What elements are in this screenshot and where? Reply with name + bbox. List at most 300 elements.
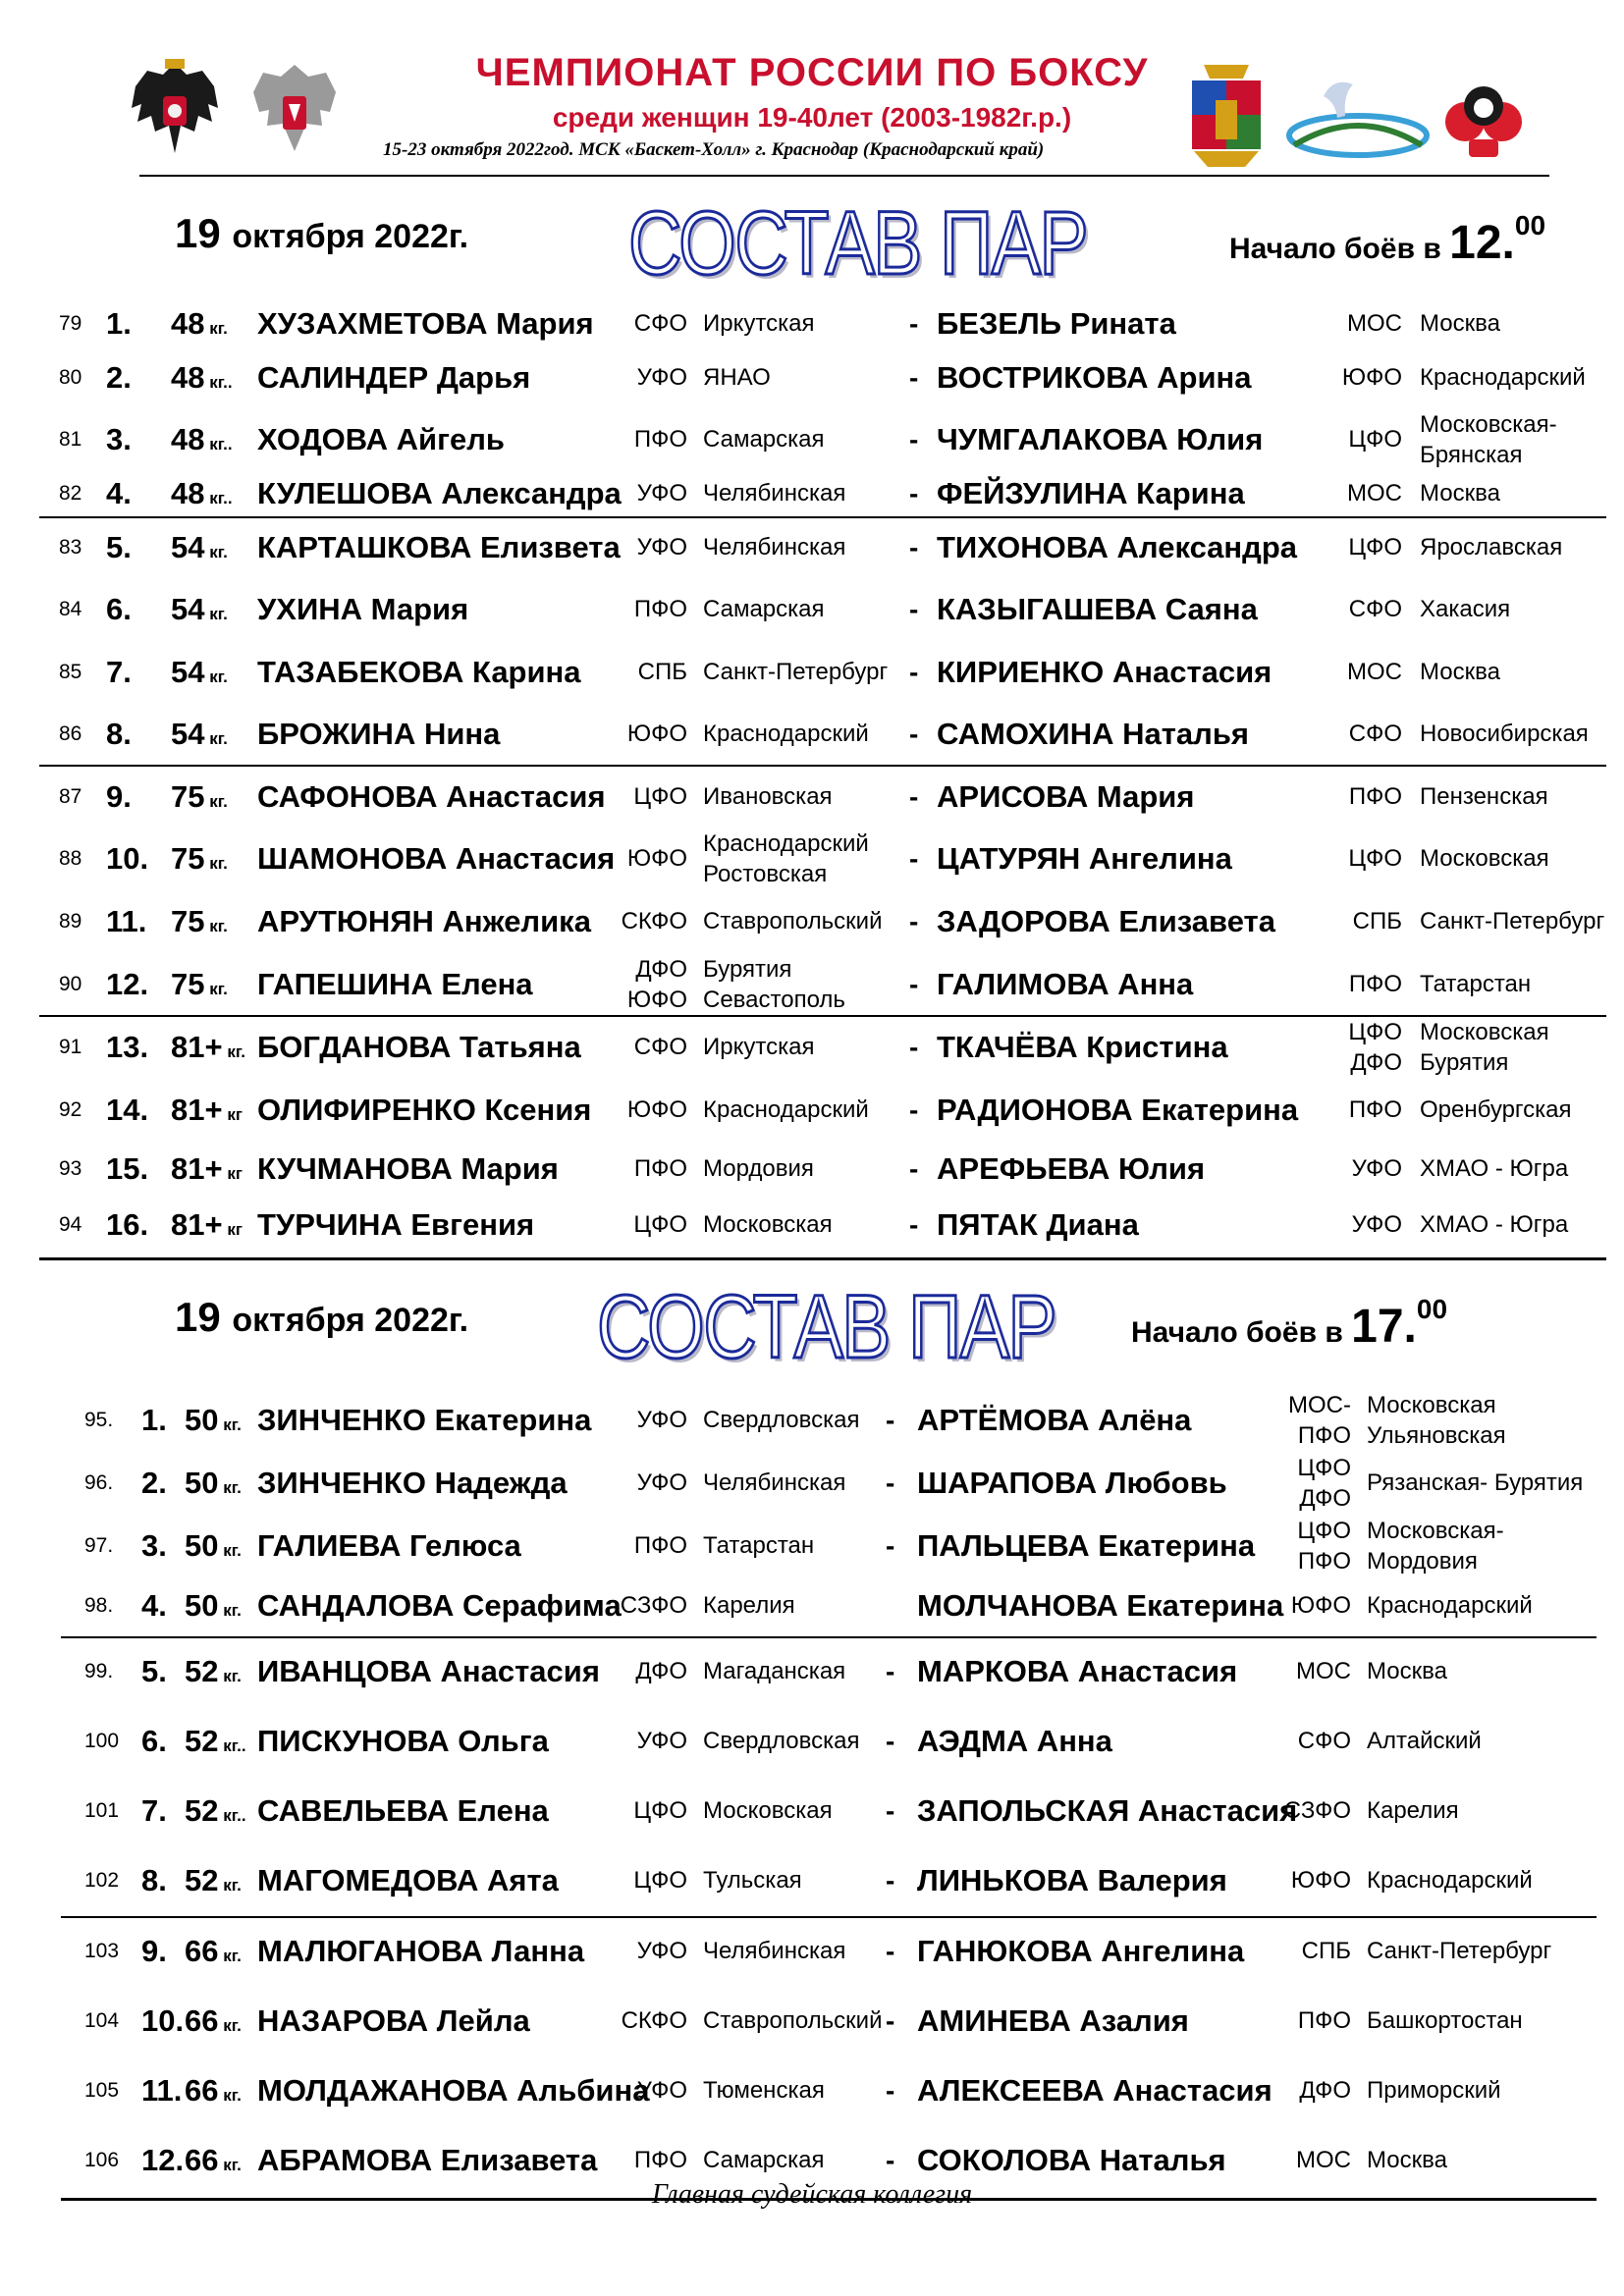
blue-region: Краснодарский [1367, 1592, 1533, 1619]
versus-dash: - [909, 424, 919, 454]
blue-district: ПФО [1297, 1422, 1351, 1449]
weight-class [171, 1209, 243, 1246]
blue-corner-name: АМИНЕВА Азалия [917, 2003, 1189, 2038]
weight-unit: кг. [218, 1541, 242, 1560]
versus-dash: - [909, 843, 919, 874]
blue-region: Москва [1367, 2147, 1447, 2173]
weight-value: 54 [171, 655, 205, 689]
red-district: УФО [636, 534, 687, 561]
blue-district: ЦФО [1348, 1019, 1402, 1045]
bout-seq: 102 [84, 1869, 120, 1892]
blue-corner-name: ШАРАПОВА Любовь [917, 1466, 1227, 1500]
blue-region: Ульяновская [1367, 1422, 1506, 1449]
bout-seq: 100 [84, 1730, 120, 1752]
weight-value: 52 [185, 1724, 219, 1758]
weight-class [171, 1153, 243, 1190]
bout-seq: 87 [59, 785, 82, 808]
red-corner-name: МАГОМЕДОВА Аята [257, 1863, 559, 1897]
red-region: Московская [703, 1797, 833, 1824]
weight-unit: кг.. [204, 373, 233, 392]
weight-class [171, 424, 233, 460]
red-district: ПФО [633, 1155, 687, 1182]
bout-number: 11. [106, 904, 147, 938]
championship-title: ЧЕМПИОНАТ РОССИИ ПО БОКСУ [475, 51, 1149, 94]
red-corner-name: САНДАЛОВА Серафима [257, 1588, 622, 1623]
bout-seq: 103 [84, 1940, 120, 1962]
red-region: Бурятия [703, 956, 792, 983]
bout-seq: 84 [59, 598, 82, 620]
bout-seq: 106 [84, 2149, 120, 2171]
bout-seq: 81 [59, 428, 82, 451]
red-corner-name: МОЛДАЖАНОВА Альбина [257, 2073, 650, 2108]
weight-unit: кг. [218, 1876, 242, 1895]
bout-number: 4. [141, 1588, 167, 1623]
blue-region: Московская- [1420, 411, 1557, 438]
red-corner-name: ТУРЧИНА Евгения [257, 1207, 535, 1242]
versus-dash: - [909, 781, 919, 812]
versus-dash: - [909, 1095, 919, 1125]
weight-value: 54 [171, 530, 205, 564]
red-corner-name: ГАПЕШИНА Елена [257, 967, 533, 1001]
blue-district: ЮФО [1290, 1592, 1351, 1619]
weight-class [171, 657, 228, 693]
bout-number: 15. [106, 1151, 149, 1186]
blue-region: Оренбургская [1420, 1096, 1572, 1123]
red-district: УФО [636, 2077, 687, 2104]
red-district: УФО [636, 480, 687, 507]
blue-district: СПБ [1301, 1938, 1351, 1964]
bout-seq: 90 [59, 973, 82, 995]
red-region: Карелия [703, 1592, 795, 1619]
blue-region: Санкт-Петербург [1420, 908, 1605, 934]
weight-value: 52 [185, 1863, 219, 1897]
bout-number: 16. [106, 1207, 149, 1242]
red-district: СЗФО [620, 1592, 687, 1619]
blue-corner-name: ЛИНЬКОВА Валерия [917, 1863, 1227, 1897]
weight-class [171, 362, 233, 399]
blue-corner-name: АРТЁМОВА Алёна [917, 1403, 1192, 1437]
red-corner-name: АРУТЮНЯН Анжелика [257, 904, 591, 938]
blue-corner-name: КИРИЕНКО Анастасия [937, 655, 1272, 689]
weight-unit: кг. [204, 792, 228, 811]
weight-value: 66 [185, 2143, 219, 2177]
weight-value: 81+ [171, 1151, 223, 1186]
weight-value: 75 [171, 841, 205, 876]
red-district: ДФО [635, 1658, 687, 1684]
weight-unit: кг [222, 1220, 243, 1239]
blue-region: Краснодарский [1420, 364, 1586, 391]
bout-number: 9. [141, 1934, 167, 1968]
weight-class [185, 1468, 242, 1504]
weight-value: 50 [185, 1528, 219, 1563]
red-district: ЮФО [626, 845, 687, 872]
bout-number: 4. [106, 476, 132, 510]
weight-class [185, 1865, 242, 1901]
weight-class [171, 781, 228, 818]
blue-district: СФО [1348, 596, 1402, 622]
bout-seq: 80 [59, 366, 82, 389]
event-info: 15-23 октября 2022год. МСК «Баскет-Холл» г. Краснодар (Краснодарский край) [383, 139, 1045, 160]
blue-corner-name: АРИСОВА Мария [937, 779, 1195, 814]
red-region: Иркутская [703, 310, 815, 337]
red-district: ЦФО [633, 783, 687, 810]
versus-dash: - [909, 1209, 919, 1240]
blue-corner-name: ЧУМГАЛАКОВА Юлия [937, 422, 1264, 456]
bout-number: 1. [106, 306, 132, 341]
blue-district: УФО [1351, 1211, 1402, 1238]
red-region: Ростовская [703, 861, 828, 887]
blue-region: Москва [1420, 480, 1500, 507]
bout-number: 8. [141, 1863, 167, 1897]
bout-seq: 99. [84, 1660, 114, 1682]
weight-unit: кг. [204, 543, 228, 561]
red-region: Московская [703, 1211, 833, 1238]
blue-region: Рязанская- Бурятия [1367, 1469, 1584, 1496]
blue-corner-name: ТКАЧЁВА Кристина [937, 1030, 1228, 1064]
red-corner-name: МАЛЮГАНОВА Ланна [257, 1934, 585, 1968]
versus-dash: - [886, 1726, 895, 1756]
versus-dash: - [886, 2005, 895, 2036]
blue-district: ЦФО [1297, 1455, 1351, 1481]
blue-corner-name: ГАНЮКОВА Ангелина [917, 1934, 1245, 1968]
bout-seq: 86 [59, 722, 82, 745]
red-corner-name: БРОЖИНА Нина [257, 717, 501, 751]
blue-region: Брянская [1420, 442, 1523, 468]
weight-unit: кг [222, 1164, 243, 1183]
section-2-date: 19 октября 2022г. [175, 1294, 469, 1340]
blue-district: МОС [1347, 310, 1402, 337]
weight-class [171, 478, 233, 514]
versus-dash: - [909, 594, 919, 624]
weight-class [185, 2075, 242, 2111]
weight-unit: кг.. [204, 489, 233, 507]
weight-value: 54 [171, 592, 205, 626]
blue-region: Приморский [1367, 2077, 1501, 2104]
versus-dash: - [909, 478, 919, 508]
red-corner-name: БОГДАНОВА Татьяна [257, 1030, 581, 1064]
championship-subtitle: среди женщин 19-40лет (2003-1982г.р.) [552, 102, 1072, 133]
red-district: СКФО [621, 908, 687, 934]
blue-district: ПФО [1348, 971, 1402, 997]
versus-dash: - [886, 1530, 895, 1561]
weight-class [171, 906, 228, 942]
bout-seq: 105 [84, 2079, 120, 2102]
versus-dash: - [886, 1865, 895, 1896]
bout-seq: 79 [59, 312, 82, 335]
weight-unit: кг. [204, 917, 228, 935]
weight-value: 52 [185, 1654, 219, 1688]
blue-district: ДФО [1350, 1049, 1402, 1076]
blue-corner-name: КАЗЫГАШЕВА Саяна [937, 592, 1258, 626]
bout-number: 7. [106, 655, 132, 689]
versus-dash: - [909, 1153, 919, 1184]
weight-value: 54 [171, 717, 205, 751]
red-district: ЮФО [626, 721, 687, 747]
weight-class [185, 1530, 242, 1567]
bout-number: 6. [141, 1724, 167, 1758]
blue-district: СФО [1297, 1728, 1351, 1754]
red-district: ПФО [633, 426, 687, 453]
red-district: ПФО [633, 1532, 687, 1559]
red-district: ЦФО [633, 1211, 687, 1238]
red-corner-name: ЗИНЧЕНКО Екатерина [257, 1403, 592, 1437]
blue-corner-name: ПЯТАК Диана [937, 1207, 1139, 1242]
blue-region: Башкортостан [1367, 2007, 1523, 2034]
blue-district: СФО [1348, 721, 1402, 747]
blue-district: ЮФО [1290, 1867, 1351, 1894]
weight-unit: кг. [204, 854, 228, 873]
versus-dash: - [909, 719, 919, 749]
red-region: Челябинская [703, 534, 846, 561]
red-district: СПБ [637, 659, 687, 685]
red-corner-name: САВЕЛЬЕВА Елена [257, 1793, 549, 1828]
bout-seq: 89 [59, 910, 82, 933]
blue-corner-name: АРЕФЬЕВА Юлия [937, 1151, 1206, 1186]
weight-unit: кг. [218, 1478, 242, 1497]
red-region: Мордовия [703, 1155, 814, 1182]
weight-unit: кг. [218, 1415, 242, 1434]
weight-group-divider [39, 1257, 1606, 1260]
bout-number: 1. [141, 1403, 167, 1437]
bout-seq: 101 [84, 1799, 120, 1822]
blue-district: МОС [1347, 659, 1402, 685]
document-header [0, 0, 1624, 187]
weight-class [171, 594, 228, 630]
red-region: Ивановская [703, 783, 833, 810]
weight-class [185, 2005, 242, 2042]
weight-class [171, 1032, 245, 1068]
blue-corner-name: БЕЗЕЛЬ Рината [937, 306, 1176, 341]
blue-region: Московская- [1367, 1518, 1504, 1544]
blue-district: ЦФО [1297, 1518, 1351, 1544]
bout-number: 9. [106, 779, 132, 814]
red-district: УФО [636, 1938, 687, 1964]
footer-judges: Главная судейская коллегия [651, 2179, 973, 2210]
weight-class [171, 1095, 243, 1131]
blue-region: Москва [1420, 659, 1500, 685]
weight-class [185, 1656, 242, 1692]
red-corner-name: ШАМОНОВА Анастасия [257, 841, 616, 876]
blue-corner-name: ЗАДОРОВА Елизавета [937, 904, 1275, 938]
red-corner-name: ОЛИФИРЕНКО Ксения [257, 1093, 592, 1127]
red-region: Краснодарский [703, 721, 869, 747]
blue-district: СПБ [1352, 908, 1402, 934]
weight-class [171, 969, 228, 1005]
blue-corner-name: ЦАТУРЯН Ангелина [937, 841, 1232, 876]
weight-unit: кг [222, 1105, 243, 1124]
red-region: Магаданская [703, 1658, 846, 1684]
red-region: Тюменская [703, 2077, 825, 2104]
weight-group-divider [61, 1636, 1597, 1638]
blue-district: ЦФО [1348, 426, 1402, 453]
weight-unit: кг. [204, 729, 228, 748]
blue-region: Бурятия [1420, 1049, 1509, 1076]
blue-region: Московская [1420, 845, 1549, 872]
red-region: Свердловская [703, 1407, 860, 1433]
versus-dash: - [909, 969, 919, 999]
blue-district: МОС- [1288, 1392, 1351, 1418]
bout-number: 10. [141, 2003, 185, 2038]
weight-value: 48 [171, 360, 205, 395]
red-region: Татарстан [703, 1532, 815, 1559]
bout-number: 8. [106, 717, 132, 751]
red-district: ЦФО [633, 1867, 687, 1894]
bout-seq: 85 [59, 661, 82, 683]
blue-district: ЦФО [1348, 845, 1402, 872]
blue-district: ДФО [1299, 2077, 1351, 2104]
bout-seq: 98. [84, 1594, 114, 1617]
blue-district: МОС [1347, 480, 1402, 507]
blue-corner-name: АЭДМА Анна [917, 1724, 1112, 1758]
weight-unit: кг.. [218, 1806, 246, 1825]
bout-seq: 104 [84, 2009, 120, 2032]
weight-class [185, 1795, 246, 1832]
blue-corner-name: ВОСТРИКОВА Арина [937, 360, 1252, 395]
weight-value: 81+ [171, 1093, 223, 1127]
weight-value: 66 [185, 2073, 219, 2108]
versus-dash: - [909, 1032, 919, 1062]
red-region: Челябинская [703, 1938, 846, 1964]
section-2-start-time: Начало боёв в 17.00 [1131, 1294, 1448, 1353]
blue-district: ПФО [1297, 2007, 1351, 2034]
red-region: Ставропольский [703, 908, 883, 934]
blue-corner-name: МАРКОВА Анастасия [917, 1654, 1238, 1688]
red-district: ПФО [633, 596, 687, 622]
weight-class [171, 532, 228, 568]
red-district: СКФО [621, 2007, 687, 2034]
red-corner-name: САЛИНДЕР Дарья [257, 360, 531, 395]
weight-value: 48 [171, 422, 205, 456]
red-region: Самарская [703, 426, 825, 453]
weight-value: 50 [185, 1466, 219, 1500]
red-district: СФО [633, 310, 687, 337]
weight-group-divider [39, 765, 1606, 767]
bout-number: 12. [141, 2143, 185, 2177]
red-corner-name: АБРАМОВА Елизавета [257, 2143, 598, 2177]
weight-value: 66 [185, 2003, 219, 2038]
blue-region: Алтайский [1367, 1728, 1482, 1754]
weight-value: 75 [171, 904, 205, 938]
weight-value: 66 [185, 1934, 219, 1968]
blue-district: УФО [1351, 1155, 1402, 1182]
weight-group-divider [39, 516, 1606, 518]
weight-group-divider [61, 1916, 1597, 1918]
blue-district: МОС [1296, 2147, 1351, 2173]
red-region: Челябинская [703, 480, 846, 507]
bout-number: 5. [106, 530, 132, 564]
red-region: Свердловская [703, 1728, 860, 1754]
blue-corner-name: РАДИОНОВА Екатерина [937, 1093, 1299, 1127]
red-region: Челябинская [703, 1469, 846, 1496]
blue-corner-name: ФЕЙЗУЛИНА Карина [937, 476, 1245, 510]
bout-seq: 95. [84, 1409, 114, 1431]
red-corner-name: ИВАНЦОВА Анастасия [257, 1654, 600, 1688]
weight-unit: кг. [218, 1601, 242, 1620]
red-corner-name: НАЗАРОВА Лейла [257, 2003, 530, 2038]
blue-region: Москва [1367, 1658, 1447, 1684]
weight-unit: кг. [222, 1042, 245, 1061]
red-district: УФО [636, 1407, 687, 1433]
red-district: ЮФО [626, 987, 687, 1013]
versus-dash: - [886, 2075, 895, 2106]
blue-district: СЗФО [1283, 1797, 1351, 1824]
red-corner-name: КУЧМАНОВА Мария [257, 1151, 559, 1186]
red-corner-name: ЗИНЧЕНКО Надежда [257, 1466, 568, 1500]
weight-class [171, 719, 228, 755]
blue-corner-name: МОЛЧАНОВА Екатерина [917, 1588, 1284, 1623]
weight-value: 48 [171, 306, 205, 341]
versus-dash: - [886, 1405, 895, 1435]
red-district: УФО [636, 364, 687, 391]
weight-class [171, 308, 228, 345]
weight-unit: кг. [204, 980, 228, 998]
bout-seq: 97. [84, 1534, 114, 1557]
red-region: Тульская [703, 1867, 802, 1894]
red-corner-name: КУЛЕШОВА Александра [257, 476, 622, 510]
red-district: ЦФО [633, 1797, 687, 1824]
red-region: Краснодарский [703, 1096, 869, 1123]
red-district: ПФО [633, 2147, 687, 2173]
weight-value: 50 [185, 1403, 219, 1437]
bout-number: 2. [141, 1466, 167, 1500]
red-corner-name: ГАЛИЕВА Гелюса [257, 1528, 521, 1563]
bout-number: 10. [106, 841, 149, 876]
blue-district: ПФО [1348, 1096, 1402, 1123]
bout-number: 12. [106, 967, 149, 1001]
blue-corner-name: АЛЕКСЕЕВА Анастасия [917, 2073, 1272, 2108]
section-2-heading: СОСТАВ ПАР [597, 1277, 1056, 1377]
bout-number: 3. [141, 1528, 167, 1563]
versus-dash: - [886, 1656, 895, 1686]
red-district: УФО [636, 1728, 687, 1754]
bout-number: 7. [141, 1793, 167, 1828]
versus-dash: - [909, 308, 919, 339]
bout-number: 2. [106, 360, 132, 395]
red-region: Краснодарский [703, 830, 869, 857]
red-corner-name: ХОДОВА Айгель [257, 422, 505, 456]
blue-corner-name: САМОХИНА Наталья [937, 717, 1249, 751]
weight-value: 50 [185, 1588, 219, 1623]
red-region: Самарская [703, 2147, 825, 2173]
bout-seq: 82 [59, 482, 82, 505]
bout-seq: 83 [59, 536, 82, 559]
blue-region: Московская [1420, 1019, 1549, 1045]
blue-region: Краснодарский [1367, 1867, 1533, 1894]
blue-region: ХМАО - Югра [1420, 1211, 1569, 1238]
bout-number: 5. [141, 1654, 167, 1688]
red-corner-name: УХИНА Мария [257, 592, 469, 626]
bout-seq: 88 [59, 847, 82, 870]
weight-group-divider [39, 1015, 1606, 1017]
blue-corner-name: ЗАПОЛЬСКАЯ Анастасия [917, 1793, 1298, 1828]
versus-dash: - [909, 906, 919, 936]
red-corner-name: ХУЗАХМЕТОВА Мария [257, 306, 594, 341]
versus-dash: - [886, 2145, 895, 2175]
red-region: Самарская [703, 596, 825, 622]
versus-dash: - [886, 1795, 895, 1826]
blue-district: ПФО [1348, 783, 1402, 810]
red-corner-name: ТАЗАБЕКОВА Карина [257, 655, 581, 689]
blue-district: ДФО [1299, 1485, 1351, 1512]
red-region: Севастополь [703, 987, 845, 1013]
bout-number: 3. [106, 422, 132, 456]
blue-district: ЮФО [1341, 364, 1402, 391]
blue-region: Санкт-Петербург [1367, 1938, 1552, 1964]
versus-dash: - [909, 532, 919, 562]
red-region: Санкт-Петербург [703, 659, 889, 685]
bout-seq: 93 [59, 1157, 82, 1180]
weight-class [171, 843, 228, 880]
